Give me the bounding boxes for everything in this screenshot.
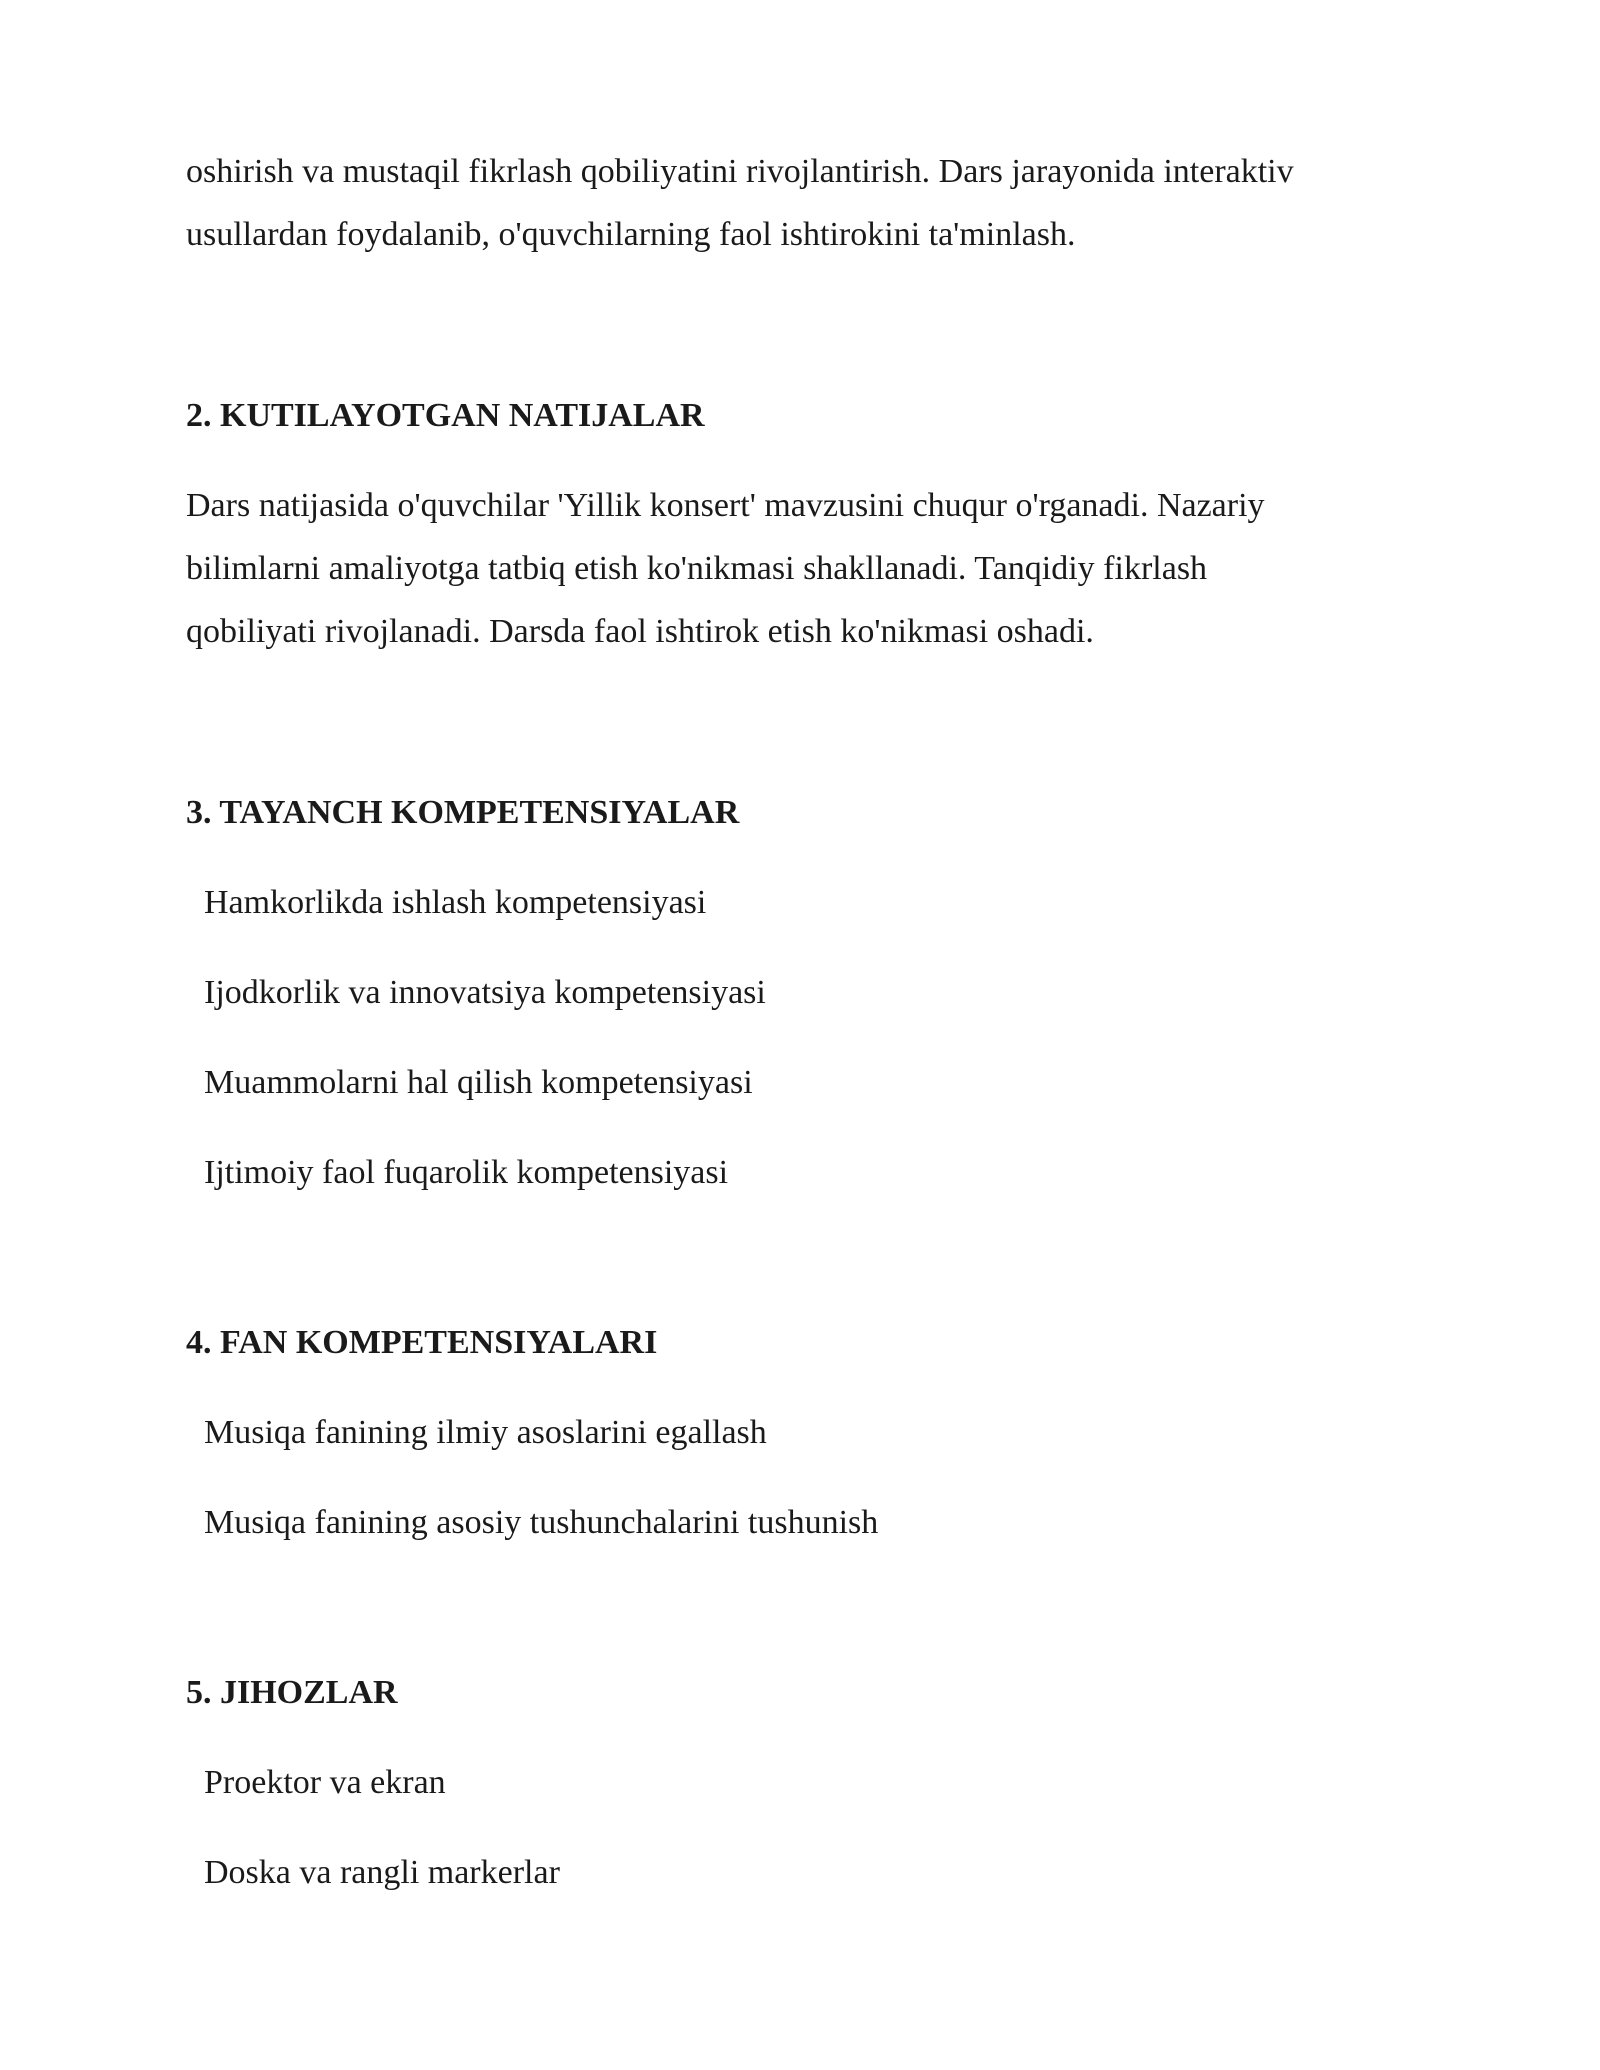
document-page [186,140,1426,1893]
list-item: Ijodkorlik va innovatsiya kompetensiyasi [204,974,766,1011]
list-item: Ijtimoiy faol fuqarolik kompetensiyasi [204,1154,729,1191]
list-item: Musiqa fanining asosiy tushunchalarini tushunish [204,1504,879,1541]
natijalar-line-2: bilimlarni amaliyotga tatbiq etish ko'nikmasi shakllanadi. Tanqidiy fikrlash [186,550,1208,587]
intro-paragraph [186,140,1426,266]
natijalar-line-1: Dars natijasida o'quvchilar 'Yillik konsert' mavzusini chuqur o'rganadi. Nazariy [186,487,1265,524]
section-heading-fan: 4. FAN KOMPETENSIYALARI [186,1324,658,1361]
fan-list [186,1413,1426,1543]
list-item: Hamkorlikda ishlash kompetensiyasi [204,884,707,921]
section-heading-jihozlar: 5. JIHOZLAR [186,1674,398,1711]
list-item: Proektor va ekran [204,1764,446,1801]
list-item: Doska va rangli markerlar [204,1854,560,1891]
jihozlar-list [186,1763,1426,1893]
intro-line-1: oshirish va mustaqil fikrlash qobiliyatini rivojlantirish. Dars jarayonida interaktiv [186,153,1294,190]
list-item: Musiqa fanining ilmiy asoslarini egallash [204,1414,767,1451]
tayanch-list [186,883,1426,1193]
intro-line-2: usullardan foydalanib, o'quvchilarning faol ishtirokini ta'minlash. [186,216,1076,253]
section-heading-natijalar: 2. KUTILAYOTGAN NATIJALAR [186,397,705,434]
section-heading-tayanch: 3. TAYANCH KOMPETENSIYALAR [186,794,740,831]
natijalar-paragraph [186,474,1426,663]
list-item: Muammolarni hal qilish kompetensiyasi [204,1064,753,1101]
natijalar-line-3: qobiliyati rivojlanadi. Darsda faol ishtirok etish ko'nikmasi oshadi. [186,613,1094,650]
